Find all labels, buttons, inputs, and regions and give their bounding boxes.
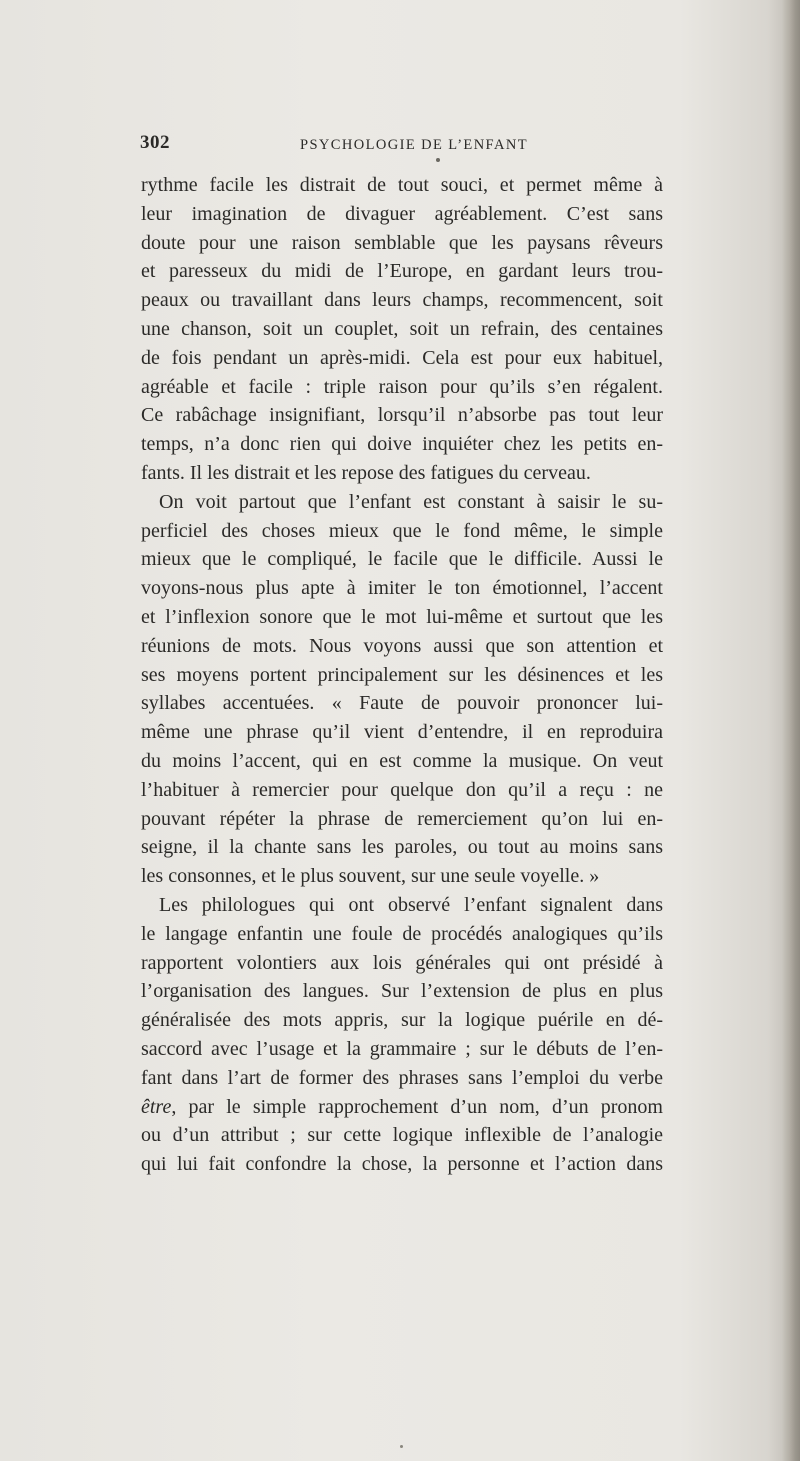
text-line: l’organisation des langues. Sur l’extension de plus en plus: [141, 980, 663, 1003]
text-line: de fois pendant un après-midi. Cela est pour eux habituel,: [141, 346, 663, 369]
text-line: une chanson, soit un couplet, soit un refrain, des centaines: [141, 317, 663, 340]
text-line: réunions de mots. Nous voyons aussi que son attention et: [141, 634, 663, 657]
text-line: [141, 1093, 663, 1122]
body-text: [141, 171, 663, 1179]
text-line: ses moyens portent principalement sur les désinences et les: [141, 663, 663, 686]
text-line: et l’inflexion sonore que le mot lui-même et surtout que les: [141, 605, 663, 628]
text-line: voyons-nous plus apte à imiter le ton émotionnel, l’accent: [141, 577, 663, 600]
text-line: qui lui fait confondre la chose, la personne et l’action dans: [141, 1153, 663, 1176]
text-line: même une phrase qu’il vient d’entendre, il en reproduira: [141, 721, 663, 744]
text-line: l’habituer à remercier pour quelque don qu’il a reçu : ne: [141, 778, 663, 801]
text-line: généralisée des mots appris, sur la logique puérile en dé-: [141, 1009, 663, 1032]
text-line: du moins l’accent, qui en est comme la musique. On veut: [141, 749, 663, 772]
text-line: On voit partout que l’enfant est constant à saisir le su-: [159, 490, 663, 513]
running-head: PSYCHOLOGIE DE L’ENFANT: [300, 137, 528, 153]
text-line: mieux que le compliqué, le facile que le difficile. Aussi le: [141, 548, 663, 571]
text-line: le langage enfantin une foule de procédés analogiques qu’ils: [141, 922, 663, 945]
text-line: saccord avec l’usage et la grammaire ; sur le débuts de l’en-: [141, 1037, 663, 1060]
text-line: peaux ou travaillant dans leurs champs, recommencent, soit: [141, 289, 663, 312]
text-line: seigne, il la chante sans les paroles, ou tout au moins sans: [141, 836, 663, 859]
text-line: perficiel des choses mieux que le fond même, le simple: [141, 519, 663, 542]
text-line: ou d’un attribut ; sur cette logique inflexible de l’analogie: [141, 1124, 663, 1147]
page-number: 302: [140, 132, 170, 153]
text-line: Ce rabâchage insignifiant, lorsqu’il n’absorbe pas tout leur: [141, 404, 663, 427]
text-line: syllabes accentuées. « Faute de pouvoir prononcer lui-: [141, 692, 663, 715]
text-line: fants. Il les distrait et les repose des fatigues du cerveau.: [141, 461, 591, 484]
page-header: [140, 132, 580, 162]
text-line: rapportent volontiers aux lois générales qui ont présidé à: [141, 951, 663, 974]
text-line: agréable et facile : triple raison pour qu’ils s’en régalent.: [141, 375, 663, 398]
italic-word: être: [141, 1095, 172, 1118]
text-line: temps, n’a donc rien qui doive inquiéter chez les petits en-: [141, 433, 663, 456]
text-line-rest: , par le simple rapprochement d’un nom, d’un pronom: [171, 1095, 663, 1118]
text-line: doute pour une raison semblable que les paysans rêveurs: [141, 231, 663, 254]
text-line: fant dans l’art de former des phrases sans l’emploi du verbe: [141, 1066, 663, 1089]
text-line: pouvant répéter la phrase de remerciement qu’on lui en-: [141, 807, 663, 830]
page-speck: [400, 1445, 403, 1448]
text-line: leur imagination de divaguer agréablement. C’est sans: [141, 202, 663, 225]
text-line: et paresseux du midi de l’Europe, en gardant leurs trou-: [141, 260, 663, 283]
text-line: rythme facile les distrait de tout souci, et permet même à: [141, 174, 663, 196]
text-line: Les philologues qui ont observé l’enfant signalent dans: [159, 893, 663, 916]
text-line: les consonnes, et le plus souvent, sur une seule voyelle. »: [141, 865, 600, 888]
page-edge-shadow: [782, 0, 800, 1461]
header-ornament-dot: [436, 158, 440, 162]
